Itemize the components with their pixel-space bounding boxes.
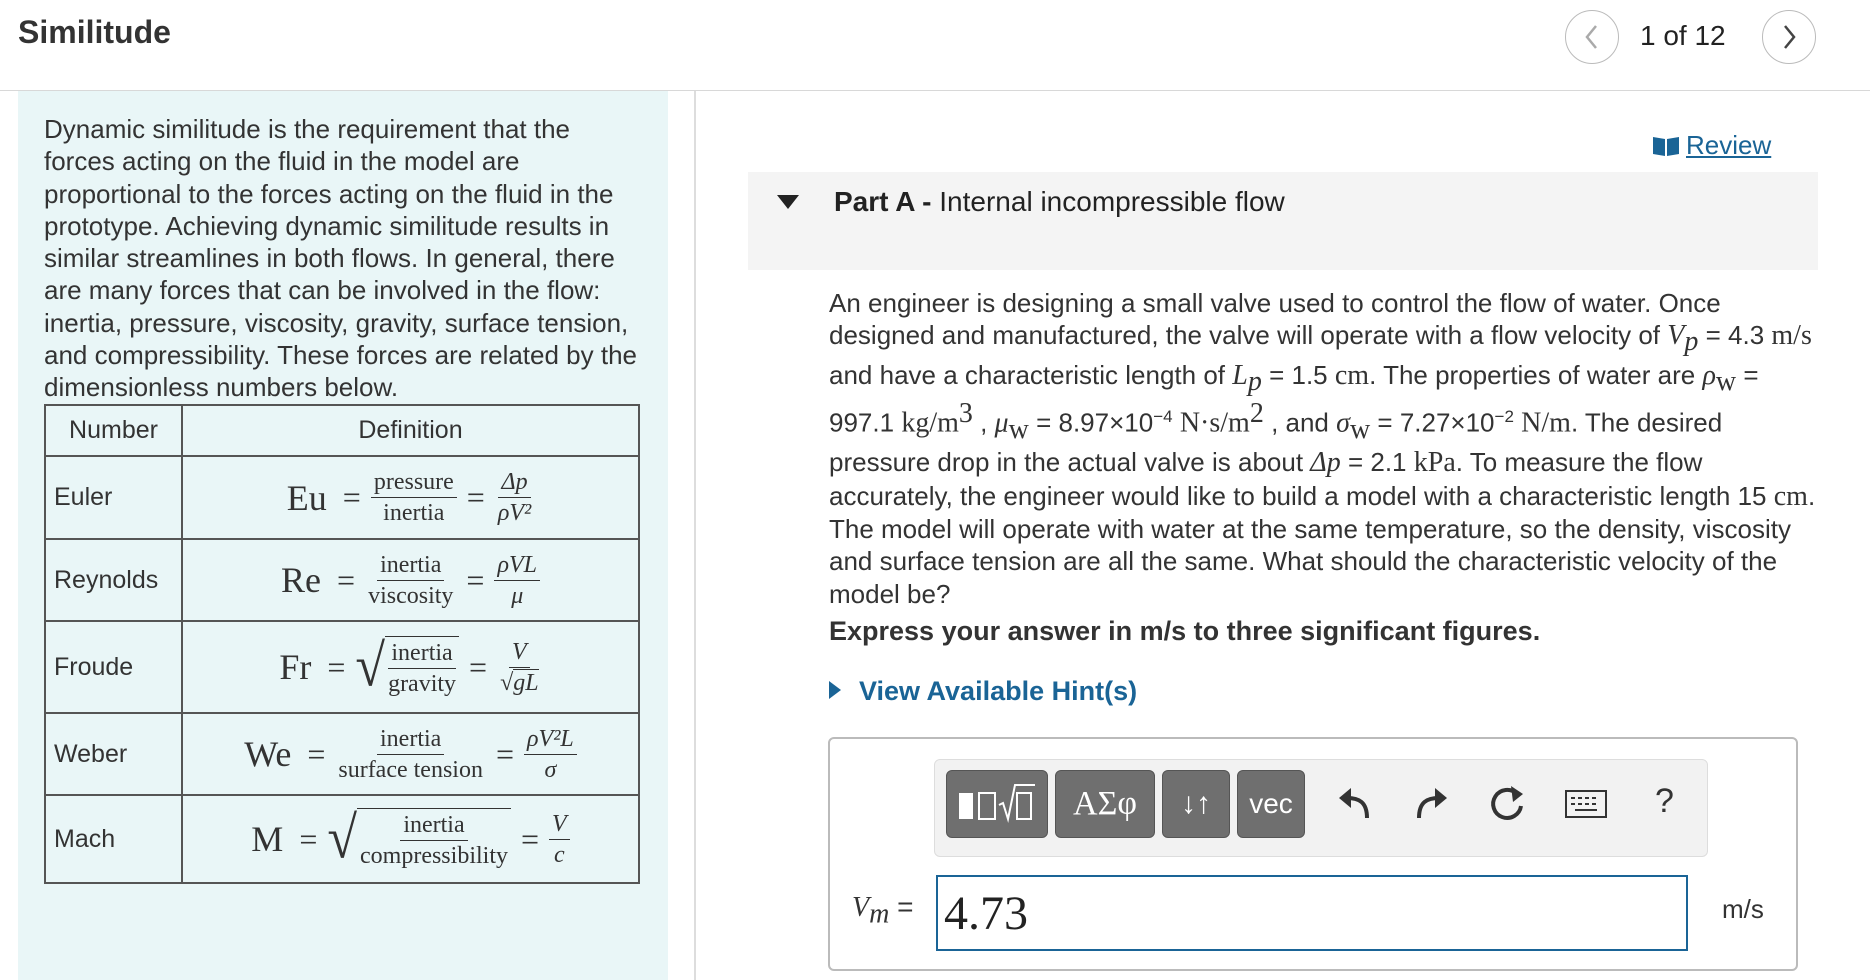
- math-symbol: L: [1232, 359, 1248, 391]
- math-subscript: w: [1349, 414, 1371, 446]
- weber-formula: We = $\frac{\text{inertia}}{\text{surface tension}}$ = $\frac{\text{ρV²L}}{\sigma}$: [183, 725, 638, 784]
- answer-variable-label: [852, 891, 913, 931]
- undo-icon[interactable]: [1335, 784, 1375, 824]
- greek-symbols-button[interactable]: ΑΣφ: [1055, 770, 1155, 838]
- math-symbol: ρ: [1702, 359, 1716, 391]
- formula-numerator: V: [509, 638, 530, 668]
- math-symbol: μ: [994, 407, 1009, 439]
- panel-divider: [694, 91, 696, 980]
- number-symbol: Fr: [279, 647, 312, 687]
- question-sentence: . The model will operate with water at the same temperature, so the density, viscosity and surface tension are all the same. What should the characteristic velocity of the model be?: [829, 480, 1816, 609]
- math-value: 15: [1737, 480, 1767, 511]
- definition-cell: [182, 539, 639, 621]
- fraction-numerator: inertia: [377, 551, 444, 581]
- reynolds-formula: Re = $\frac{\text{inertia}}{\text{viscosity}}$ = $\frac{\text{ρVL}}{\mu}$: [183, 551, 638, 610]
- formula-denominator: ρV²: [497, 500, 532, 526]
- math-exponent: −4: [1153, 407, 1173, 427]
- reset-icon[interactable]: [1487, 784, 1527, 824]
- formula-numerator: ρVL: [494, 551, 540, 581]
- formula-denominator: μ: [511, 582, 524, 609]
- fraction-denominator: surface tension: [338, 756, 483, 783]
- part-a-header[interactable]: [748, 172, 1818, 270]
- table-row: [45, 795, 639, 883]
- table-header-row: [45, 405, 639, 456]
- table-row: [45, 456, 639, 539]
- number-name: Euler: [45, 456, 182, 539]
- caret-right-icon: [829, 681, 841, 699]
- dimensionless-numbers-table: [44, 404, 640, 884]
- pager-label: 1 of 12: [1640, 20, 1726, 51]
- number-symbol: Eu: [286, 477, 327, 518]
- templates-button[interactable]: [946, 770, 1048, 838]
- math-subscript: m: [869, 898, 890, 930]
- number-symbol: M: [251, 819, 284, 859]
- intro-text: Dynamic similitude is the requirement that the forces acting on the fluid in the model are proportional to the forces acting on the fluid in the prototype. Achieving dynamic similitude results in similar streamlines in both flows. In general, there are many forces that can be involved in the flow: inertia, pressure, viscosity, gravity, surface tension, and compressibility. These forces are related by the dimensionless numbers below.: [44, 114, 637, 403]
- part-name: Internal incompressible flow: [939, 186, 1285, 217]
- previous-button[interactable]: [1565, 10, 1619, 64]
- formula-denominator: gL: [513, 669, 539, 696]
- math-value: = 1.5: [1269, 359, 1328, 390]
- vector-button[interactable]: vec: [1237, 770, 1305, 838]
- number-name: Reynolds: [45, 539, 182, 621]
- definition-cell: [182, 795, 639, 883]
- math-value: = 7.27×10: [1377, 407, 1495, 438]
- column-header-definition: Definition: [182, 405, 639, 456]
- math-toolbar: [934, 759, 1708, 857]
- intro-panel: [18, 91, 668, 980]
- review-link[interactable]: [1652, 130, 1771, 161]
- fraction-denominator: compressibility: [360, 843, 508, 869]
- math-value: = 4.3: [1705, 320, 1765, 351]
- part-label: Part A -: [834, 186, 932, 217]
- formula-numerator: Δp: [498, 468, 530, 498]
- question-sentence: An engineer is designing a small valve used to control the flow of water. Once designed and manufactured, the valve will operate with a flow velocity of: [829, 288, 1721, 351]
- review-label: Review: [1686, 130, 1772, 160]
- fraction-denominator: inertia: [383, 500, 445, 526]
- answer-input[interactable]: [936, 875, 1688, 951]
- math-exponent: −2: [1494, 407, 1514, 427]
- math-unit: kPa: [1413, 447, 1456, 479]
- mach-formula: M = √ $\frac{\text{inertia}}{\text{compressibility}}$ = $\frac{V}{c}$: [183, 808, 638, 870]
- next-button[interactable]: [1762, 10, 1816, 64]
- fraction-denominator: viscosity: [368, 582, 454, 609]
- number-name: Mach: [45, 795, 182, 883]
- page-title: Similitude: [18, 14, 171, 50]
- templates-icon: [955, 779, 1039, 829]
- question-sentence: . The properties of water are: [1369, 359, 1696, 390]
- caret-down-icon[interactable]: [776, 194, 800, 210]
- chevron-right-icon: [1779, 22, 1799, 52]
- view-hints-link[interactable]: [829, 676, 1137, 707]
- math-exponent: 3: [958, 398, 973, 430]
- formula-numerator: ρV²L: [524, 725, 577, 755]
- chevron-left-icon: [1582, 22, 1602, 52]
- euler-formula: Eu = $\frac{\text{pressure}}{\text{inertia}}$ = $\frac{\Delta p}{\text{ρV²}}$: [183, 468, 638, 527]
- math-symbol: V: [852, 892, 870, 923]
- math-subscript: w: [1008, 414, 1029, 446]
- subscript-superscript-button[interactable]: ↓↑: [1162, 770, 1230, 838]
- answer-instruction: Express your answer in m/s to three significant figures.: [829, 616, 1541, 646]
- definition-cell: [182, 713, 639, 795]
- column-header-number: Number: [45, 405, 182, 456]
- table-row: [45, 621, 639, 713]
- question-sentence: . To measure the flow accurately, the engineer would like to build a model with a characteristic length: [829, 447, 1731, 511]
- top-header: [0, 0, 1870, 91]
- fraction-numerator: pressure: [371, 468, 457, 498]
- math-subscript: p: [1684, 326, 1699, 358]
- number-symbol: We: [244, 734, 292, 774]
- unit-label: m/s: [1722, 894, 1764, 924]
- formula-numerator: V: [549, 810, 570, 840]
- math-unit: cm: [1773, 480, 1808, 512]
- math-subscript: w: [1715, 365, 1737, 397]
- math-value: = 2.1: [1347, 447, 1407, 478]
- formula-denominator: c: [554, 841, 565, 868]
- fraction-numerator: inertia: [388, 639, 455, 669]
- table-row: [45, 713, 639, 795]
- book-icon: [1652, 135, 1680, 157]
- math-symbol: V: [1667, 320, 1685, 352]
- redo-icon[interactable]: [1411, 784, 1451, 824]
- math-value: = 997.1: [829, 359, 1759, 438]
- math-unit: N·s/m: [1179, 407, 1250, 439]
- table-row: [45, 539, 639, 621]
- number-name: Weber: [45, 713, 182, 795]
- math-subscript: p: [1247, 365, 1262, 397]
- math-value: = 8.97×10: [1036, 407, 1154, 438]
- fraction-numerator: inertia: [377, 725, 444, 755]
- hint-label: View Available Hint(s): [859, 676, 1138, 706]
- formula-denominator: σ: [544, 756, 557, 783]
- help-button[interactable]: ?: [1655, 782, 1674, 820]
- question-text: An engineer is designing a small valve used to control the flow of water. Once designed and manufactured, the valve will operate with a flow velocity of $V_p = 4.3$ m/s and have a characteristic length of $L_p = 1.5$ cm. The properties of water are $\rho_w = 997.1$ $kg/m^3$ , $\mu_w = 8.97\times 10^{-4}$ $N\cdot s/m^2$ , and $\sigma_w = 7.27\times 10^{-2}$ N/m. The desired pressure drop in the actual valve is about Δp = 2.1 kPa. To measure the flow accurately, the engineer would like to build a model with a characteristic length 15 cm. The model will operate with water at the same temperature, so the density, viscosity and surface tension are all the same. What should the characteristic velocity of the model be?: [829, 288, 1816, 609]
- math-unit: kg/m: [901, 407, 959, 439]
- definition-cell: [182, 621, 639, 713]
- math-unit: m/s: [1771, 320, 1812, 352]
- question-sentence: . The desired pressure drop in the actual valve is about: [829, 407, 1723, 478]
- math-symbol: Δp: [1310, 447, 1341, 479]
- question-sentence: and have a characteristic length of: [829, 359, 1226, 390]
- equals-sign: =: [897, 891, 914, 922]
- froude-formula: Fr = √ $\frac{\text{inertia}}{\text{gravity}}$ = $\frac{V}{√gL}$: [279, 632, 539, 699]
- part-title: [834, 186, 1285, 218]
- math-unit: cm: [1334, 359, 1370, 391]
- question-sentence: , and: [1271, 407, 1329, 438]
- keyboard-icon[interactable]: [1565, 790, 1607, 818]
- math-unit: N/m: [1521, 407, 1571, 439]
- math-symbol: σ: [1336, 407, 1350, 439]
- math-exponent: 2: [1249, 398, 1264, 430]
- fraction-numerator: inertia: [400, 811, 467, 841]
- definition-cell: [182, 456, 639, 539]
- fraction-denominator: gravity: [388, 671, 457, 697]
- number-name: Froude: [45, 621, 182, 713]
- answer-area: [828, 737, 1798, 971]
- number-symbol: Re: [281, 560, 322, 600]
